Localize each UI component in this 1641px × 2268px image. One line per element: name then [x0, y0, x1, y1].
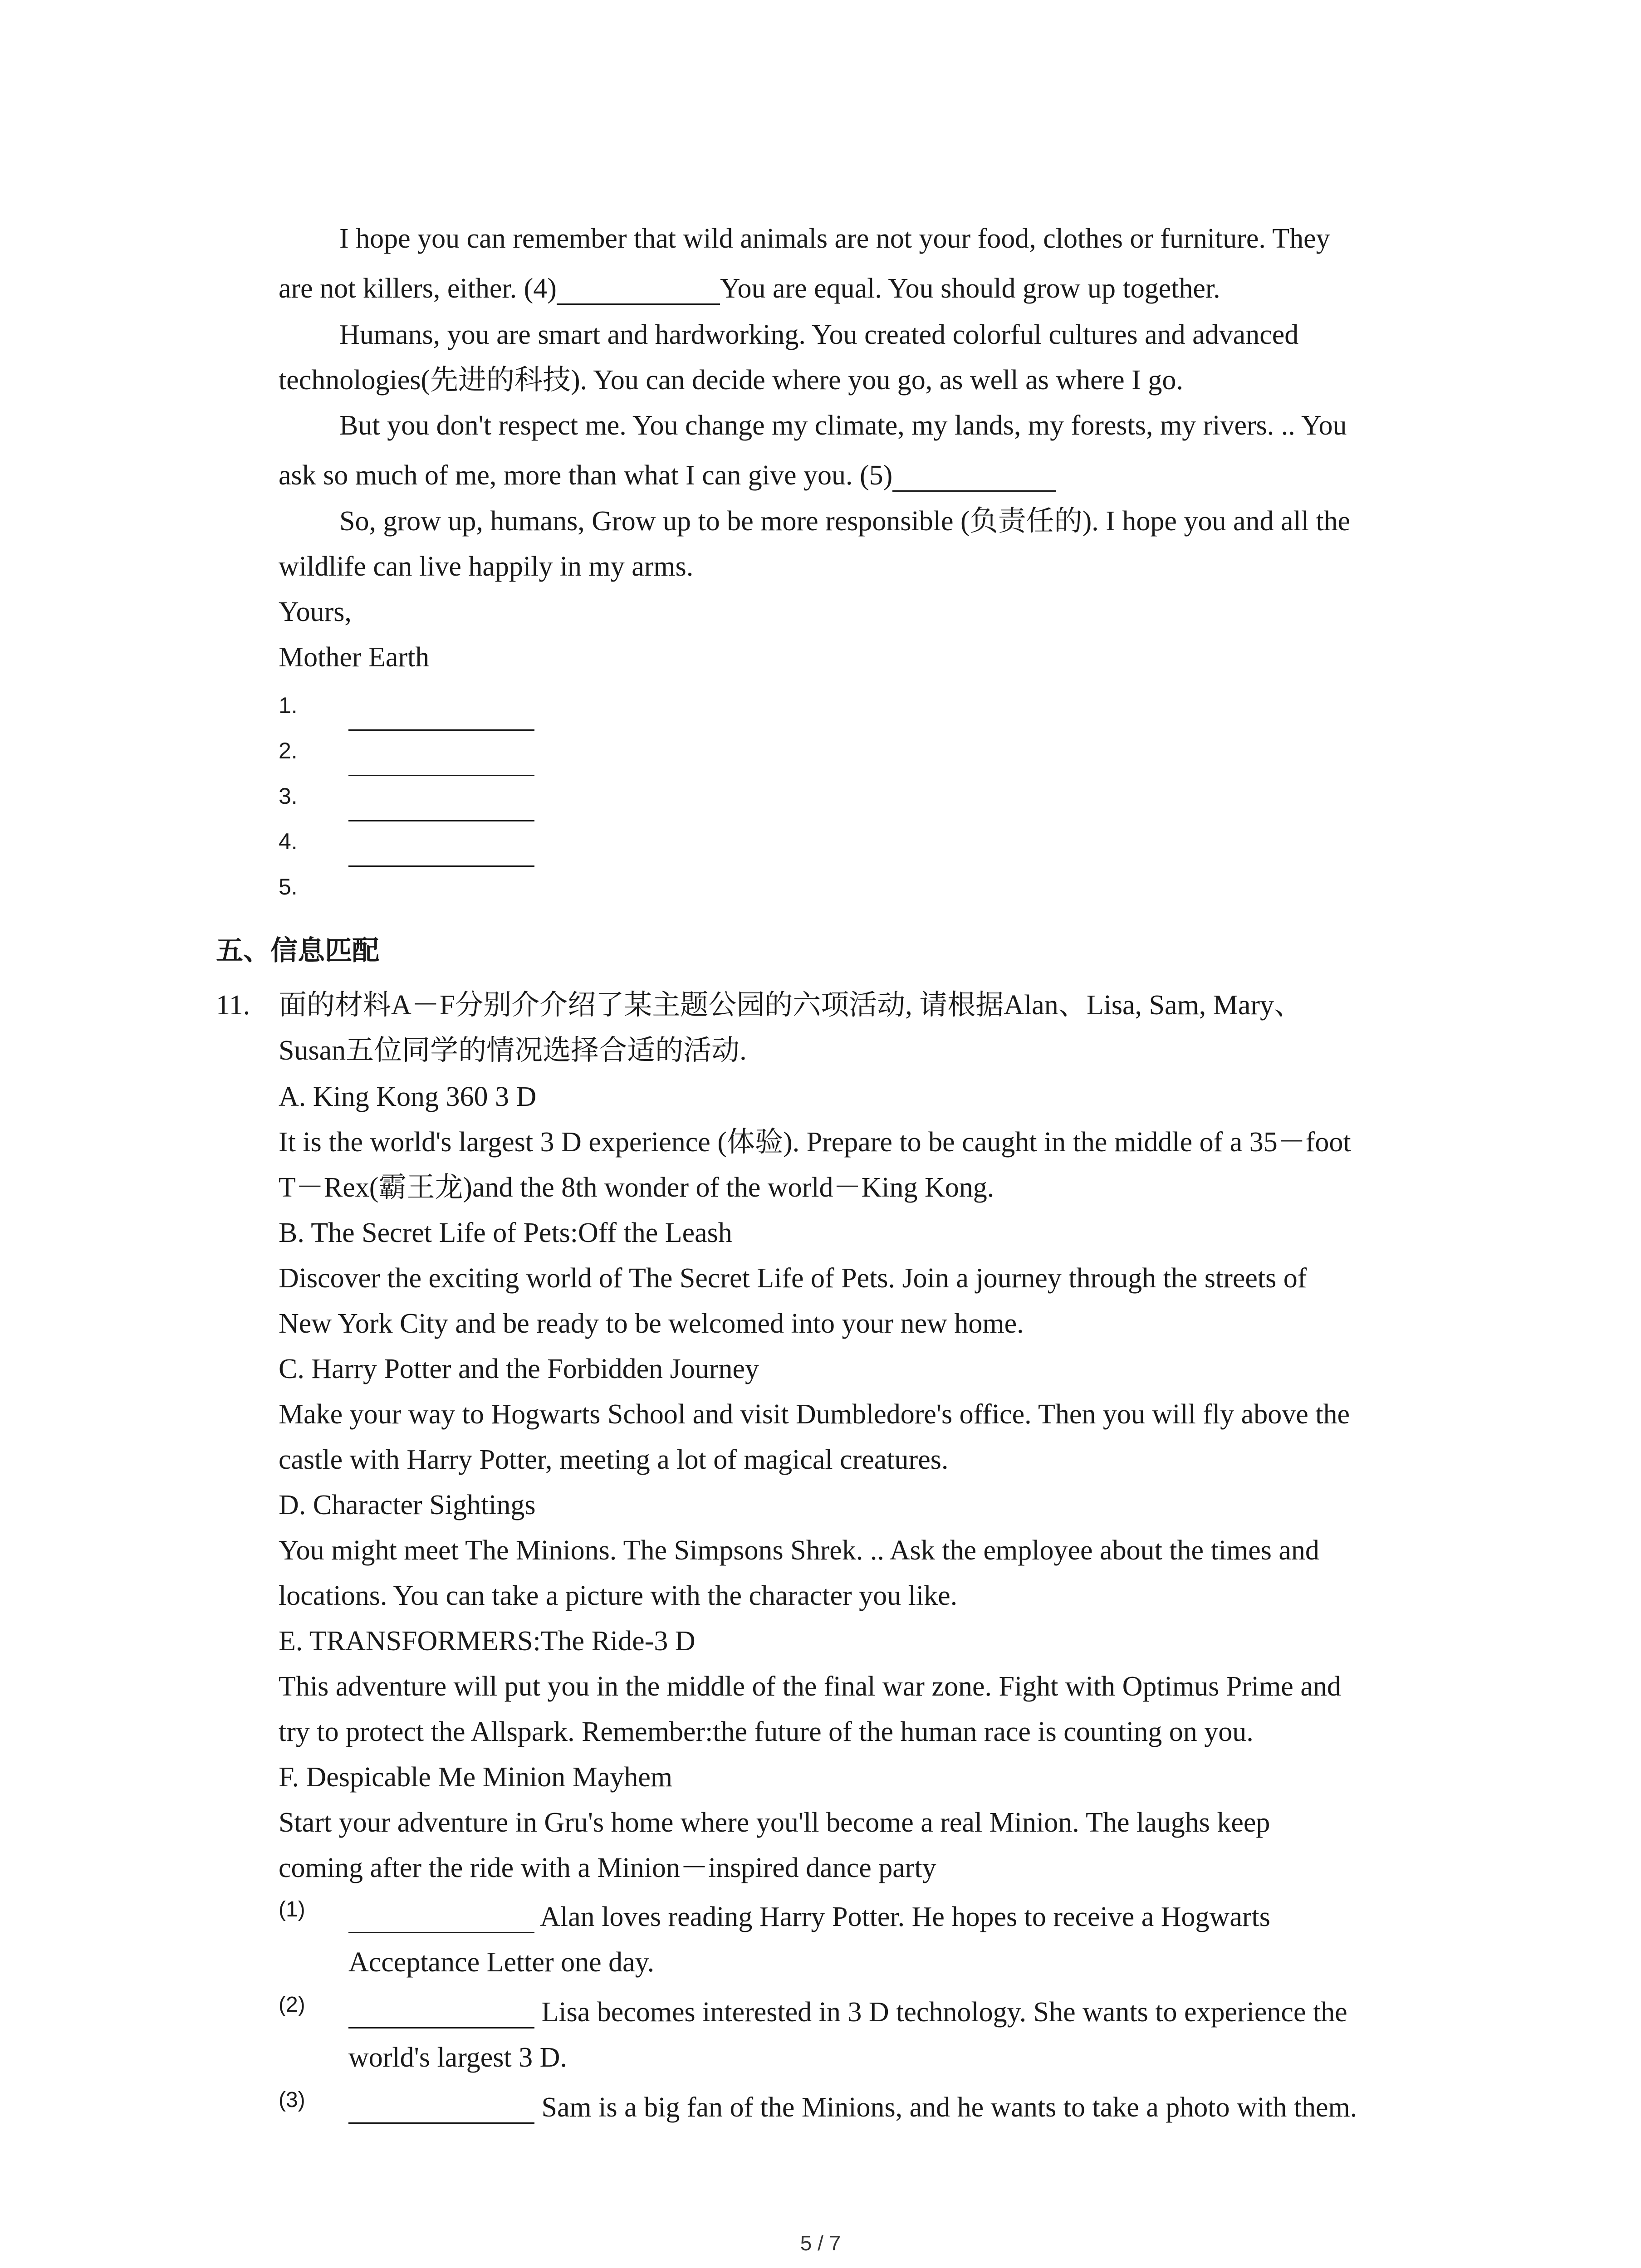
activity-title: B. The Secret Life of Pets:Off the Leash	[279, 1217, 732, 1248]
answer-line-3[interactable]	[348, 820, 534, 821]
subquestion-continuation: Acceptance Letter one day.	[348, 1947, 655, 1978]
activity-desc: It is the world's largest 3 D experience (体验). Prepare to be caught in the middle of a 35－foot	[279, 1127, 1351, 1158]
answer-number: 2.	[279, 738, 298, 763]
subquestion-text: Alan loves reading Harry Potter. He hopes to receive a Hogwarts	[540, 1901, 1270, 1932]
subquestion-blank-1[interactable]	[348, 1905, 534, 1933]
letter-text: are not killers, either. (4)	[279, 273, 557, 304]
letter-signature: Mother Earth	[279, 642, 430, 673]
subquestion-blank-2[interactable]	[348, 2000, 534, 2028]
letter-paragraph-line: wildlife can live happily in my arms.	[279, 551, 694, 582]
activity-desc: locations. You can take a picture with the character you like.	[279, 1580, 958, 1611]
activity-title: F. Despicable Me Minion Mayhem	[279, 1762, 673, 1793]
activity-desc: New York City and be ready to be welcomed into your new home.	[279, 1308, 1024, 1339]
subquestion-text: Sam is a big fan of the Minions, and he wants to take a photo with them.	[541, 2092, 1357, 2123]
page-number: 5 / 7	[800, 2231, 841, 2255]
letter-paragraph-line: technologies(先进的科技). You can decide where you go, as well as where I go.	[279, 365, 1183, 396]
activity-title: D. Character Sightings	[279, 1490, 536, 1520]
activity-title: A. King Kong 360 3 D	[279, 1081, 537, 1112]
subquestion-continuation: world's largest 3 D.	[348, 2042, 567, 2073]
activity-desc: coming after the ride with a Minion－inspired dance party	[279, 1853, 936, 1883]
letter-text: ask so much of me, more than what I can give you. (5)	[279, 460, 893, 491]
activity-desc: Discover the exciting world of The Secret Life of Pets. Join a journey through the streets of	[279, 1263, 1307, 1294]
subquestion-number: (1)	[279, 1897, 305, 1921]
letter-paragraph-line: But you don't respect me. You change my climate, my lands, my forests, my rivers. .. You	[339, 410, 1347, 441]
subquestion-line	[348, 1901, 1270, 1933]
answer-number: 5.	[279, 874, 298, 899]
answer-number: 1.	[279, 693, 298, 718]
letter-paragraph-line: Humans, you are smart and hardworking. You created colorful cultures and advanced	[339, 319, 1299, 350]
subquestion-line	[348, 2091, 1357, 2124]
activity-desc: T－Rex(霸王龙)and the 8th wonder of the world－King Kong.	[279, 1172, 994, 1203]
activity-desc: You might meet The Minions. The Simpsons Shrek. .. Ask the employee about the times and	[279, 1535, 1319, 1566]
subquestion-text: Lisa becomes interested in 3 D technology. She wants to experience the	[541, 1997, 1347, 2028]
letter-paragraph-line: So, grow up, humans, Grow up to be more responsible (负责任的). I hope you and all the	[339, 506, 1351, 537]
letter-closing: Yours,	[279, 596, 352, 627]
subquestion-number: (3)	[279, 2088, 305, 2112]
subquestion-blank-3[interactable]	[348, 2095, 534, 2124]
activity-desc: This adventure will put you in the middle of the final war zone. Fight with Optimus Prime and	[279, 1671, 1341, 1702]
answer-line-4[interactable]	[348, 865, 534, 867]
activity-title: C. Harry Potter and the Forbidden Journey	[279, 1354, 759, 1384]
activity-desc: castle with Harry Potter, meeting a lot of magical creatures.	[279, 1444, 949, 1475]
answer-number: 4.	[279, 829, 298, 854]
answer-line-2[interactable]	[348, 775, 534, 776]
activity-desc: Make your way to Hogwarts School and visit Dumbledore's office. Then you will fly above the	[279, 1399, 1350, 1430]
letter-text: You are equal. You should grow up together.	[720, 273, 1220, 304]
question-text: 面的材料A－F分别介介绍了某主题公园的六项活动, 请根据Alan、Lisa, Sam, Mary、	[279, 990, 1303, 1021]
subquestion-line	[348, 1996, 1347, 2028]
section-heading: 五、信息匹配	[216, 935, 379, 967]
subquestion-number: (2)	[279, 1993, 305, 2017]
letter-paragraph-line	[279, 459, 1056, 492]
answer-blank-4[interactable]	[557, 276, 720, 305]
activity-desc: Start your adventure in Gru's home where you'll become a real Minion. The laughs keep	[279, 1807, 1270, 1838]
question-text: Susan五位同学的情况选择合适的活动.	[279, 1035, 747, 1066]
letter-paragraph-line: I hope you can remember that wild animals are not your food, clothes or furniture. They	[339, 223, 1330, 254]
answer-number: 3.	[279, 783, 298, 809]
answer-blank-5[interactable]	[892, 463, 1056, 492]
letter-paragraph-line	[279, 272, 1220, 305]
question-number: 11.	[216, 990, 250, 1021]
answer-line-1[interactable]	[348, 729, 534, 731]
activity-title: E. TRANSFORMERS:The Ride-3 D	[279, 1626, 696, 1657]
activity-desc: try to protect the Allspark. Remember:the future of the human race is counting on you.	[279, 1716, 1254, 1747]
